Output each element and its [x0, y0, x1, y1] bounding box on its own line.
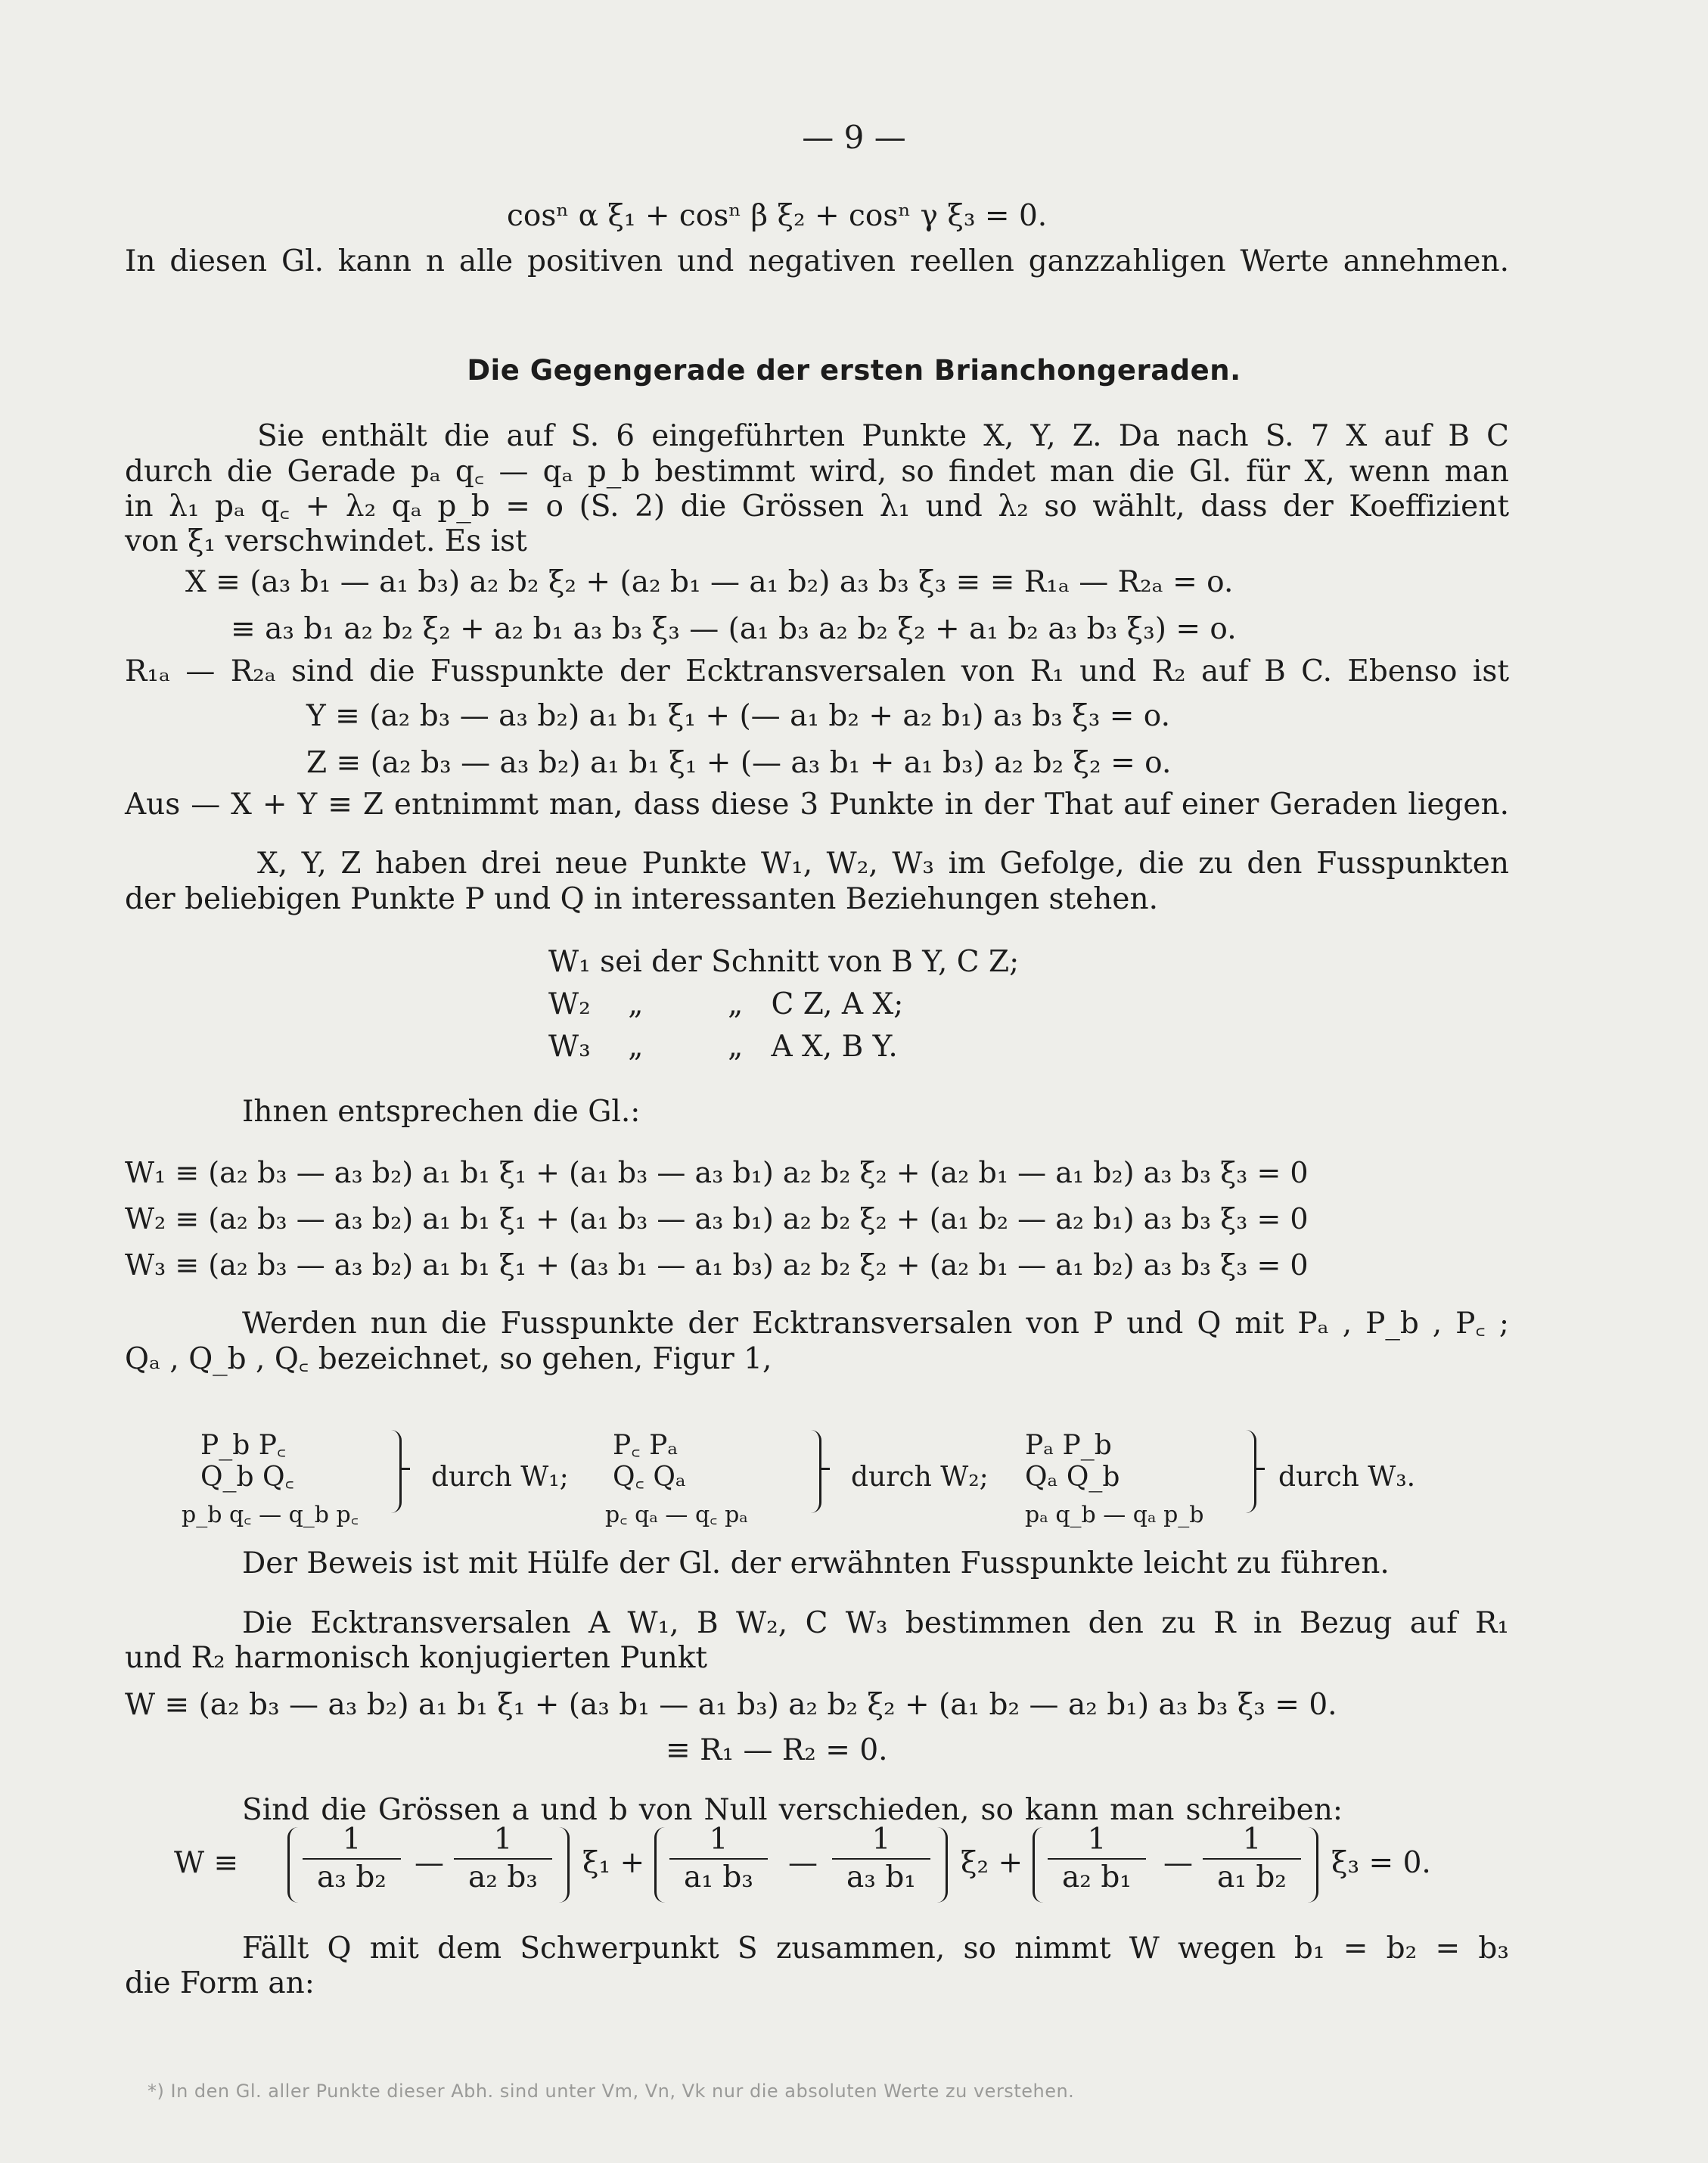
group2-label: durch W₂;: [851, 1462, 989, 1493]
equation-r-difference: ≡ R₁ — R₂ = 0.: [666, 1733, 888, 1767]
equation-y: Y ≡ (a₂ b₃ — a₃ b₂) a₁ b₁ ξ₁ + (— a₁ b₂ + a₂ b₁) a₃ b₃ ξ₃ = o.: [306, 699, 1170, 733]
open-brace-icon: [1033, 1827, 1044, 1903]
numerator: 1: [709, 1823, 728, 1857]
group1-mid: Q_b Q꜀: [200, 1462, 294, 1493]
text-line: Die Ecktransversalen A W₁, B W₂, C W₃ bestimmen den zu R in Bezug auf R₁: [242, 1606, 1509, 1640]
open-brace-icon: [654, 1827, 666, 1903]
group2-bottom: p꜀ qₐ — q꜀ pₐ: [605, 1502, 748, 1528]
numerator: 1: [871, 1823, 891, 1857]
text-line: X, Y, Z haben drei neue Punkte W₁, W₂, W₃ im Gefolge, die zu den Fusspunkten: [257, 847, 1509, 881]
denominator: a₁ b₃: [684, 1860, 753, 1894]
numerator: 1: [342, 1823, 362, 1857]
text-line: Qₐ , Q_b , Q꜀ bezeichnet, so gehen, Figur 1,: [125, 1342, 772, 1376]
denominator: a₂ b₁: [1062, 1860, 1132, 1894]
numerator: 1: [1087, 1823, 1107, 1857]
group1-bottom: p_b q꜀ — q_b p꜀: [182, 1502, 359, 1528]
numerator: 1: [1242, 1823, 1262, 1857]
group1-top: P_b P꜀: [200, 1430, 287, 1461]
fraction-6: [1203, 1823, 1301, 1894]
text-line: In diesen Gl. kann n alle positiven und negativen reellen ganzzahligen Werte annehmen.: [125, 244, 1509, 278]
fraction-3: [669, 1823, 768, 1894]
group2-mid: Q꜀ Qₐ: [613, 1462, 686, 1493]
group1-label: durch W₁;: [431, 1462, 569, 1493]
equation-cos: cosⁿ α ξ₁ + cosⁿ β ξ₂ + cosⁿ γ ξ₃ = 0.: [507, 199, 1048, 233]
denominator: a₃ b₂: [317, 1860, 387, 1894]
text-line: der beliebigen Punkte P und Q in interessanten Beziehungen stehen.: [125, 882, 1158, 916]
denominator: a₁ b₂: [1217, 1860, 1287, 1894]
xi1-term: ξ₁ +: [582, 1846, 645, 1880]
text-line: die Form an:: [125, 1966, 315, 2000]
definition-w2: W₂ „ „ C Z, A X;: [548, 987, 904, 1021]
group2-brace: [806, 1430, 821, 1513]
group3-bottom: pₐ q_b — qₐ p_b: [1025, 1502, 1204, 1528]
concurrence-figure: [121, 1430, 1513, 1528]
equation-w3: W₃ ≡ (a₂ b₃ — a₃ b₂) a₁ b₁ ξ₁ + (a₃ b₁ — a₁ b₃) a₂ b₂ ξ₂ + (a₂ b₁ — a₁ b₂) a₃ b₃ ξ₃ = 0: [125, 1248, 1309, 1282]
definition-w1: W₁ sei der Schnitt von B Y, C Z;: [548, 945, 1020, 979]
close-brace-icon: [936, 1827, 948, 1903]
section-heading: Die Gegengerade der ersten Brianchongeraden.: [467, 354, 1241, 387]
text-line: R₁ₐ — R₂ₐ sind die Fusspunkte der Ecktransversalen von R₁ und R₂ auf B C. Ebenso ist: [125, 654, 1509, 688]
open-brace-icon: [287, 1827, 299, 1903]
text-line: durch die Gerade pₐ q꜀ — qₐ p_b bestimmt wird, so findet man die Gl. für X, wenn man: [125, 455, 1509, 489]
text-line: in λ₁ pₐ q꜀ + λ₂ qₐ p_b = o (S. 2) die Grössen λ₁ und λ₂ so wählt, dass der Koeffizient: [125, 489, 1509, 524]
fraction-bar: [1048, 1858, 1146, 1860]
equation-w: W ≡ (a₂ b₃ — a₃ b₂) a₁ b₁ ξ₁ + (a₃ b₁ — a₁ b₃) a₂ b₂ ξ₂ + (a₁ b₂ — a₂ b₁) a₃ b₃ ξ₃ = 0.: [125, 1688, 1337, 1722]
text-line: und R₂ harmonisch konjugierten Punkt: [125, 1641, 708, 1675]
definition-w3: W₃ „ „ A X, B Y.: [548, 1030, 898, 1064]
page-number: — 9 —: [802, 119, 906, 156]
fraction-bar: [454, 1858, 552, 1860]
group1-brace: [386, 1430, 402, 1513]
text-line: Fällt Q mit dem Schwerpunkt S zusammen, so nimmt W wegen b₁ = b₂ = b₃: [242, 1931, 1509, 1966]
close-brace-icon: [558, 1827, 570, 1903]
fraction-lhs: W ≡: [174, 1846, 239, 1880]
fraction-bar: [832, 1858, 930, 1860]
fraction-bar: [303, 1858, 401, 1860]
denominator: a₂ b₃: [468, 1860, 538, 1894]
fraction-5: [1048, 1823, 1146, 1894]
text-line: von ξ₁ verschwindet. Es ist: [125, 524, 527, 558]
group3-mid: Qₐ Q_b: [1025, 1462, 1120, 1493]
text-line: Ihnen entsprechen die Gl.:: [242, 1095, 641, 1129]
text-line: Sind die Grössen a und b von Null verschieden, so kann man schreiben:: [242, 1793, 1343, 1827]
fraction-bar: [669, 1858, 768, 1860]
xi3-term: ξ₃ = 0.: [1331, 1846, 1431, 1880]
fraction-2: [454, 1823, 552, 1894]
group3-label: durch W₃.: [1278, 1462, 1416, 1493]
text-line: Sie enthält die auf S. 6 eingeführten Punkte X, Y, Z. Da nach S. 7 X auf B C: [257, 419, 1509, 453]
close-brace-icon: [1307, 1827, 1318, 1903]
text-line: Werden nun die Fusspunkte der Ecktransversalen von P und Q mit Pₐ , P_b , P꜀ ;: [242, 1307, 1509, 1341]
equation-w2: W₂ ≡ (a₂ b₃ — a₃ b₂) a₁ b₁ ξ₁ + (a₁ b₃ — a₃ b₁) a₂ b₂ ξ₂ + (a₁ b₂ — a₂ b₁) a₃ b₃ ξ₃ = 0: [125, 1202, 1309, 1235]
xi2-term: ξ₂ +: [961, 1846, 1023, 1880]
fraction-1: [303, 1823, 401, 1894]
equation-w1: W₁ ≡ (a₂ b₃ — a₃ b₂) a₁ b₁ ξ₁ + (a₁ b₃ — a₃ b₁) a₂ b₂ ξ₂ + (a₂ b₁ — a₁ b₂) a₃ b₃ ξ₃ = 0: [125, 1156, 1309, 1189]
equation-x: X ≡ (a₃ b₁ — a₁ b₃) a₂ b₂ ξ₂ + (a₂ b₁ — a₁ b₂) a₃ b₃ ξ₃ ≡ ≡ R₁ₐ — R₂ₐ = o.: [185, 565, 1234, 599]
group3-brace: [1241, 1430, 1256, 1513]
group3-top: Pₐ P_b: [1025, 1430, 1112, 1461]
fraction-equation: [174, 1823, 1536, 1907]
equation-x-expanded: ≡ a₃ b₁ a₂ b₂ ξ₂ + a₂ b₁ a₃ b₃ ξ₃ — (a₁ b₃ a₂ b₂ ξ₂ + a₁ b₂ a₃ b₃ ξ₃) = o.: [231, 612, 1237, 646]
text-line: Aus — X + Y ≡ Z entnimmt man, dass diese 3 Punkte in der That auf einer Geraden liegen.: [125, 788, 1509, 822]
numerator: 1: [493, 1823, 513, 1857]
text-line: Der Beweis ist mit Hülfe der Gl. der erwähnten Fusspunkte leicht zu führen.: [242, 1546, 1390, 1580]
minus-sign: —: [1163, 1846, 1193, 1880]
group2-top: P꜀ Pₐ: [613, 1430, 679, 1461]
fraction-4: [832, 1823, 930, 1894]
footnote: *) In den Gl. aller Punkte dieser Abh. sind unter Vm, Vn, Vk nur die absoluten Werte zu verstehen.: [148, 2081, 1075, 2102]
equation-z: Z ≡ (a₂ b₃ — a₃ b₂) a₁ b₁ ξ₁ + (— a₃ b₁ + a₁ b₃) a₂ b₂ ξ₂ = o.: [306, 746, 1172, 780]
fraction-bar: [1203, 1858, 1301, 1860]
minus-sign: —: [415, 1846, 444, 1880]
denominator: a₃ b₁: [846, 1860, 916, 1894]
minus-sign: —: [788, 1846, 818, 1880]
